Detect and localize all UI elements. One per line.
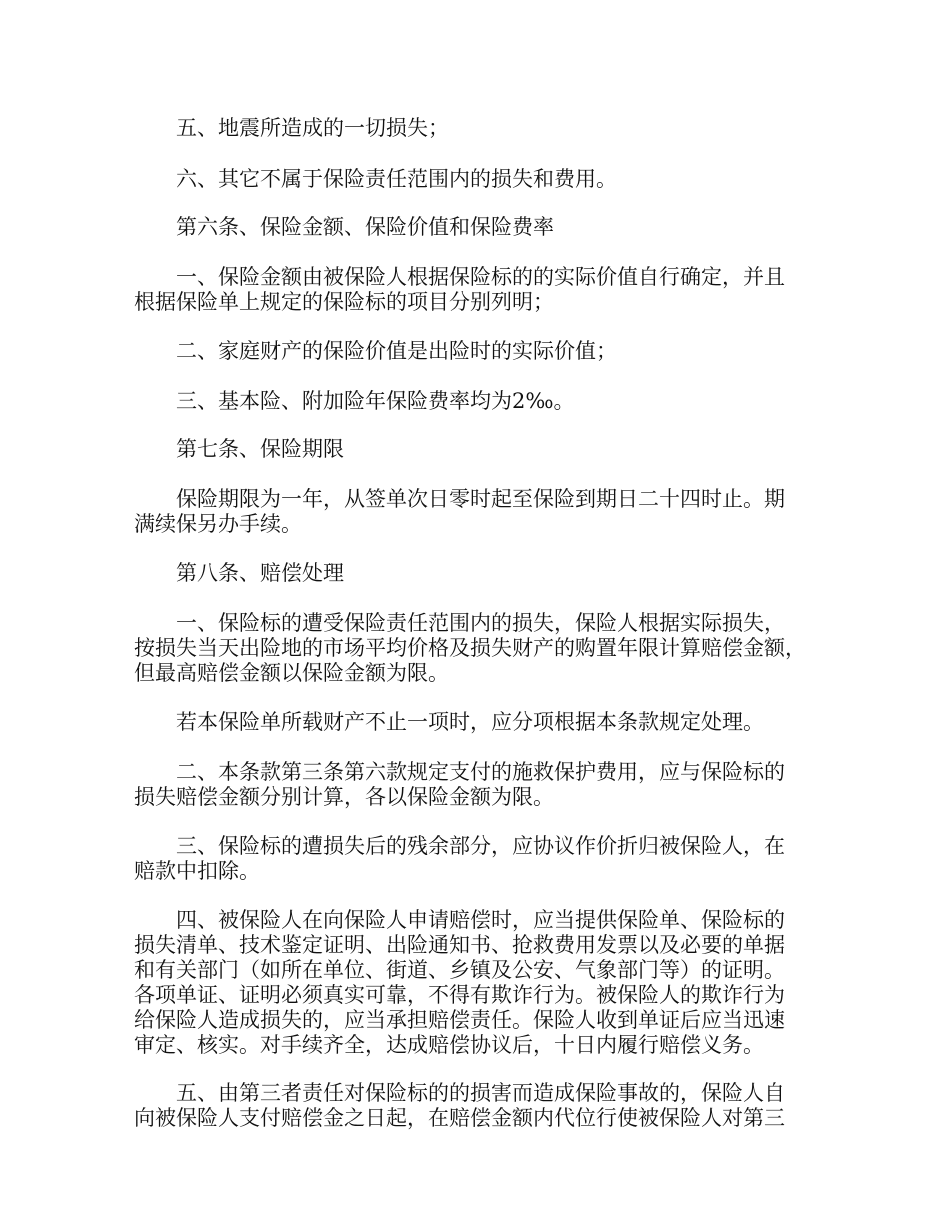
paragraph-line: 五、由第三者责任对保险标的的损害而造成保险事故的，保险人自 <box>176 1081 785 1105</box>
paragraph-line: 三、基本险、附加险年保险费率均为2‰。 <box>176 389 575 413</box>
paragraph-line: 向被保险人支付赔偿金之日起，在赔偿金额内代位行使被保险人对第三 <box>134 1106 785 1130</box>
paragraph-line: 一、保险金额由被保险人根据保险标的的实际价值自行确定，并且 <box>176 265 785 289</box>
paragraph-clause-5-earthquake <box>134 116 816 141</box>
paragraph-line: 三、保险标的遭损失后的残余部分，应协议作价折归被保险人，在 <box>176 834 785 858</box>
paragraph-line: 若本保险单所载财产不止一项时，应分项根据本条款规定处理。 <box>176 710 764 734</box>
paragraph-line: 各项单证、证明必须真实可靠，不得有欺诈行为。被保险人的欺诈行为 <box>134 983 785 1007</box>
paragraph-line: 按损失当天出险地的市场平均价格及损失财产的购置年限计算赔偿金额， <box>134 636 806 660</box>
paragraph-line: 但最高赔偿金额以保险金额为限。 <box>134 661 449 685</box>
paragraph-line: 审定、核实。对手续齐全，达成赔偿协议后，十日内履行赔偿义务。 <box>134 1033 764 1057</box>
section-heading-article-7 <box>134 437 816 462</box>
paragraph-line: 赔款中扣除。 <box>134 859 260 883</box>
paragraph-clause-6-other-losses <box>134 167 816 192</box>
paragraph-insured-value <box>134 339 816 364</box>
paragraph-line: 五、地震所造成的一切损失； <box>176 116 449 140</box>
paragraph-premium-rate <box>134 389 816 414</box>
paragraph-line: 二、本条款第三条第六款规定支付的施救保护费用，应与保险标的 <box>176 760 785 784</box>
section-heading: 第八条、赔偿处理 <box>176 561 344 585</box>
section-heading: 第七条、保险期限 <box>176 437 344 461</box>
paragraph-insured-amount <box>134 265 816 315</box>
paragraph-multiple-items <box>134 710 816 735</box>
paragraph-insurance-period <box>134 487 816 537</box>
paragraph-compensation-2 <box>134 760 816 810</box>
paragraph-line: 满续保另办手续。 <box>134 512 302 536</box>
section-heading: 第六条、保险金额、保险价值和保险费率 <box>176 215 554 239</box>
paragraph-line: 给保险人造成损失的，应当承担赔偿责任。保险人收到单证后应当迅速 <box>134 1008 785 1032</box>
paragraph-line: 损失清单、技术鉴定证明、出险通知书、抢救费用发票以及必要的单据 <box>134 933 785 957</box>
paragraph-line: 和有关部门（如所在单位、街道、乡镇及公安、气象部门等）的证明。 <box>134 958 785 982</box>
section-heading-article-8 <box>134 561 816 586</box>
paragraph-line: 损失赔偿金额分别计算，各以保险金额为限。 <box>134 785 554 809</box>
paragraph-compensation-5 <box>134 1081 816 1131</box>
paragraph-compensation-1 <box>134 611 816 686</box>
paragraph-line: 一、保险标的遭受保险责任范围内的损失，保险人根据实际损失， <box>176 611 785 635</box>
paragraph-line: 二、家庭财产的保险价值是出险时的实际价值； <box>176 339 617 363</box>
paragraph-compensation-3 <box>134 834 816 884</box>
paragraph-line: 保险期限为一年，从签单次日零时起至保险到期日二十四时止。期 <box>176 487 785 511</box>
paragraph-line: 四、被保险人在向保险人申请赔偿时，应当提供保险单、保险标的 <box>176 908 785 932</box>
paragraph-line: 根据保险单上规定的保险标的项目分别列明； <box>134 290 554 314</box>
paragraph-compensation-4 <box>134 908 816 1058</box>
paragraph-line: 六、其它不属于保险责任范围内的损失和费用。 <box>176 167 617 191</box>
section-heading-article-6 <box>134 215 816 240</box>
